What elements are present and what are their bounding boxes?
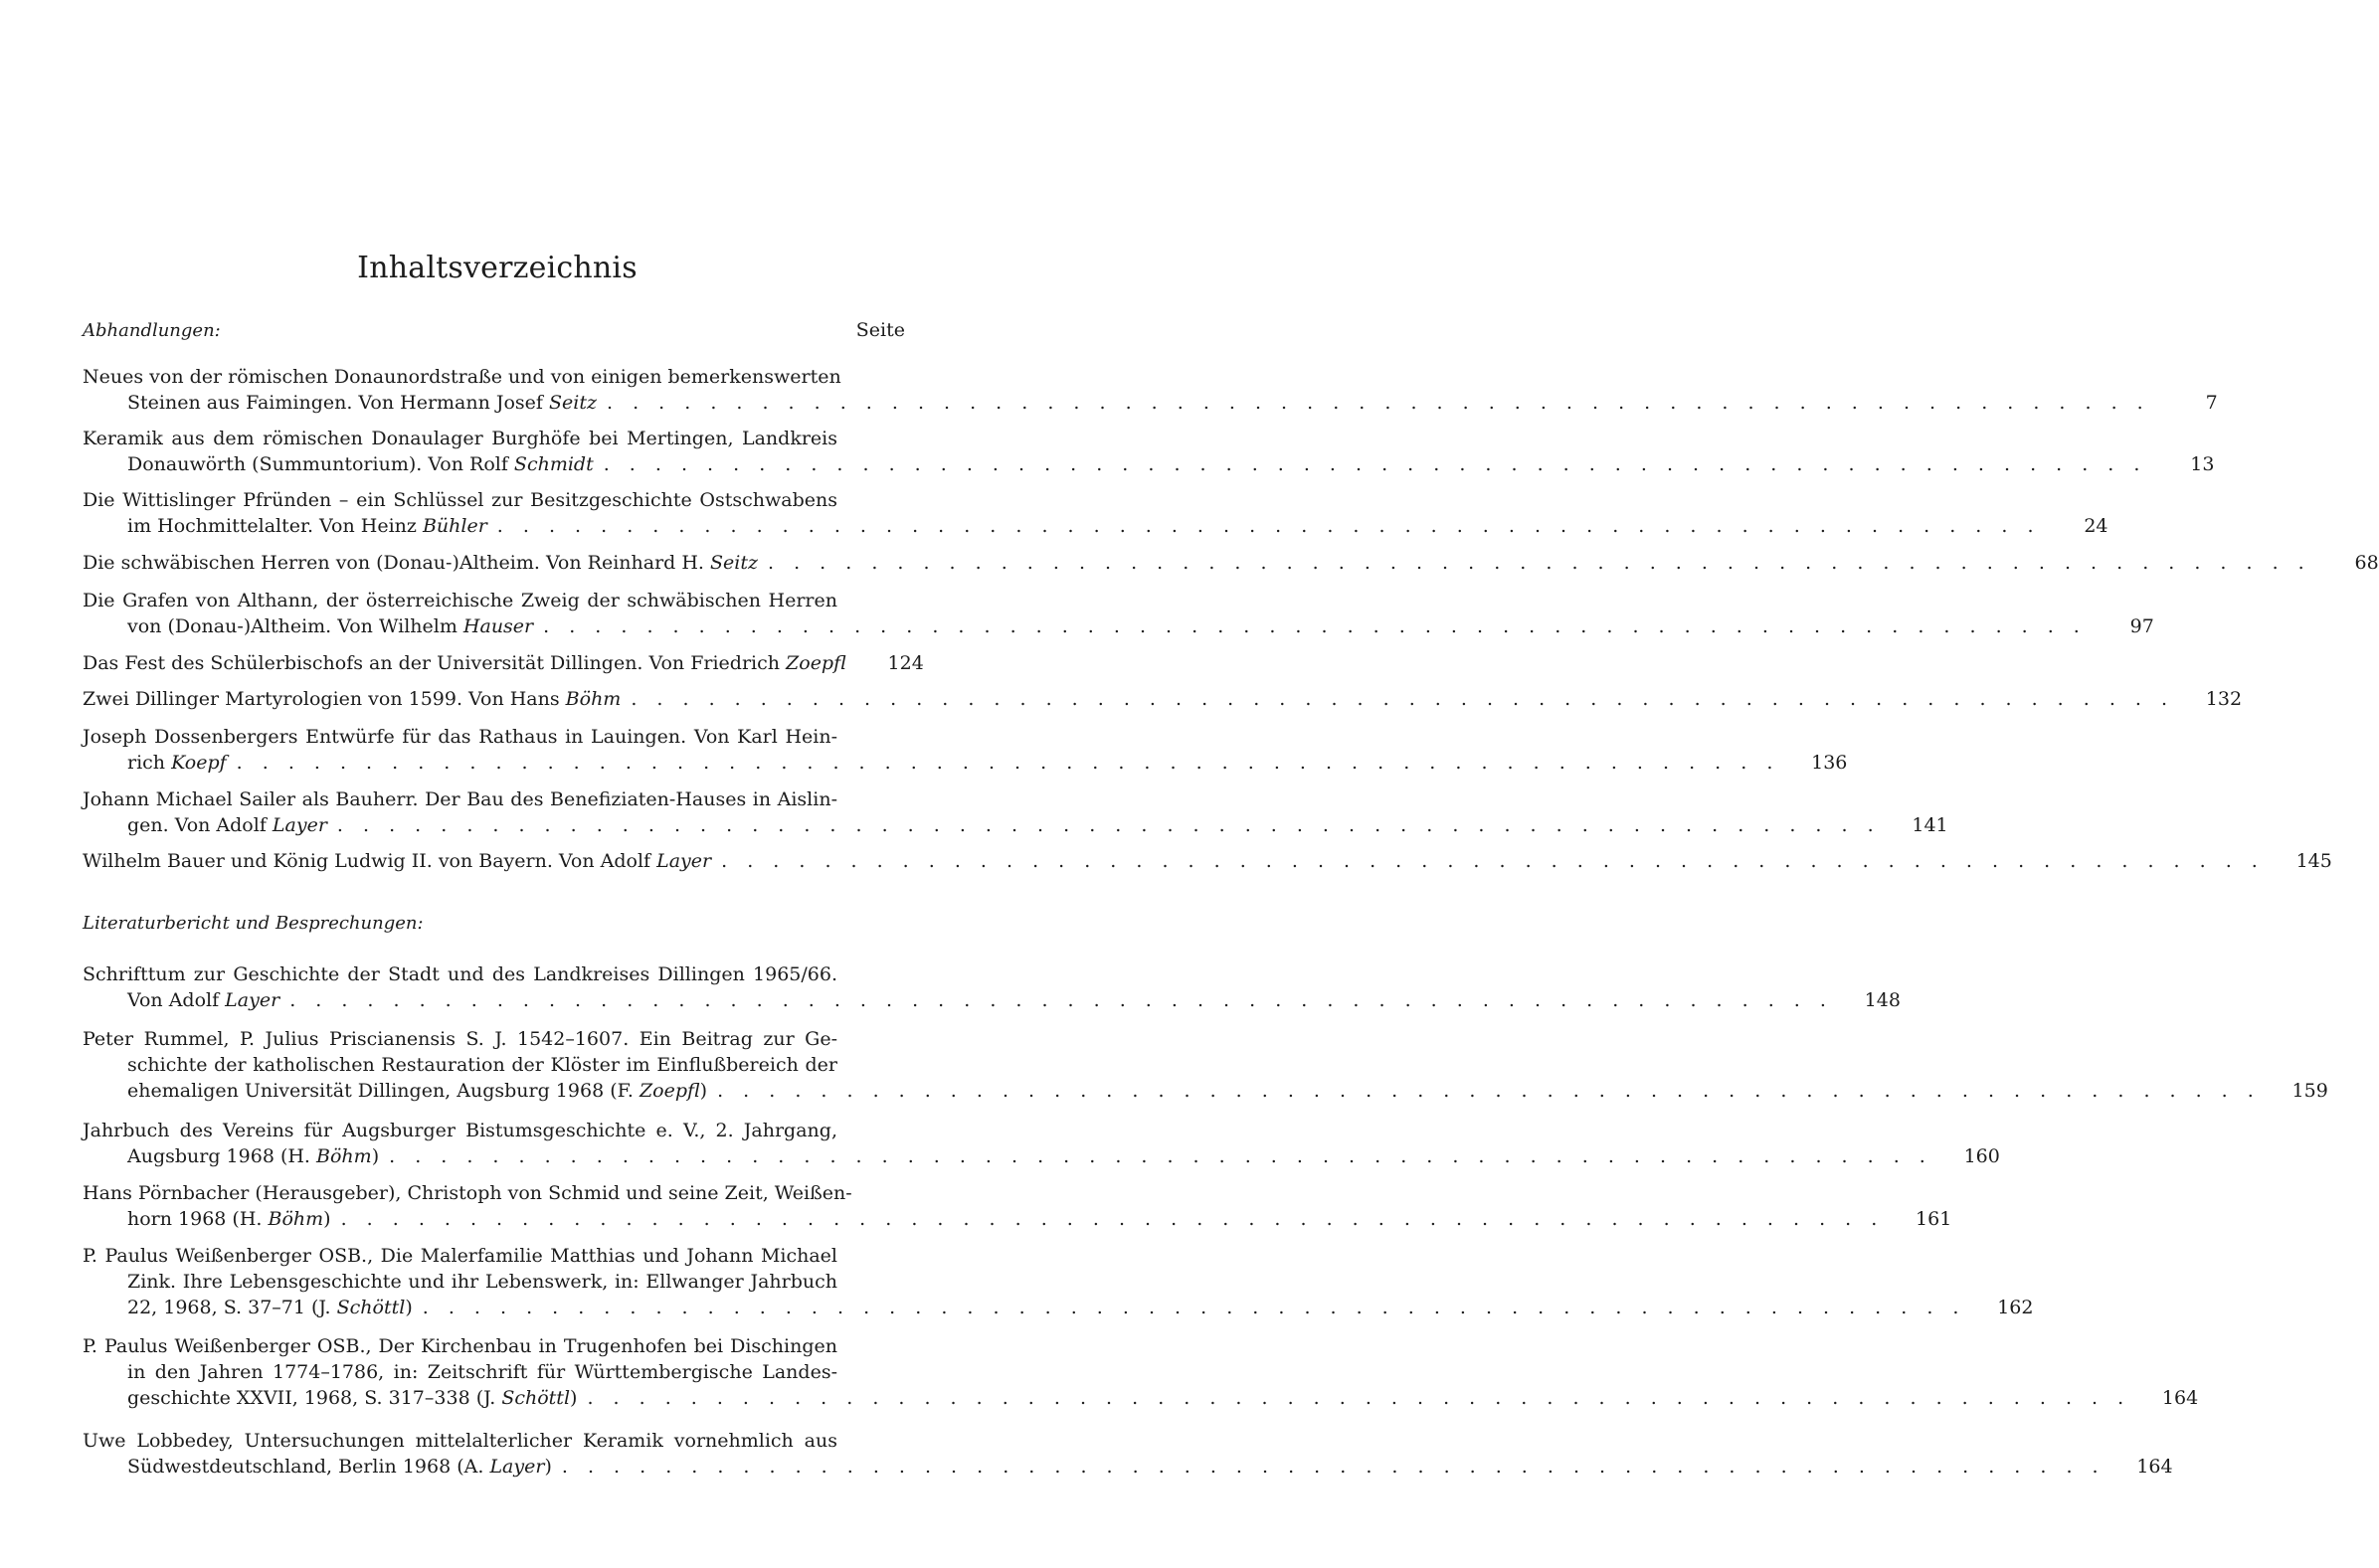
toc-entry[interactable]: P. Paulus Weißenberger OSB., Der Kirchenbau in Trugenhofen bei Dischingen in den Jahren 1774–1786, in: Zeitschrift für Württembergische Landes- geschichte XXVII, 1968, S. 317–338 (J. Schöttl) . . . . . . . . . . . . . . . . . . . . . . . . . . . . . . . . . . . . . . . . . . . . . . . . . . . . . . . . . . . . 164 [83, 1335, 2199, 1409]
toc-entry[interactable]: P. Paulus Weißenberger OSB., Die Malerfamilie Matthias und Johann Michael Zink. Ihre Lebensgeschichte und ihr Lebenswerk, in: Ellwanger Jahrbuch 22, 1968, S. 37–71 (J. Schöttl) . . . . . . . . . . . . . . . . . . . . . . . . . . . . . . . . . . . . . . . . . . . . . . . . . . . . . . . . . . . . 162 [83, 1245, 2034, 1318]
entry-text: im Hochmittelalter. Von Heinz [127, 515, 417, 537]
entry-text: geschichte XXVII, 1968, S. 317–338 (J. [127, 1387, 496, 1409]
entry-author: Layer [225, 989, 280, 1011]
entry-line: schichte der katholischen Restauration der Klöster im Einflußbereich der [127, 1054, 837, 1076]
toc-entry[interactable]: Jahrbuch des Vereins für Augsburger Bistumsgeschichte e. V., 2. Jahrgang, Augsburg 1968 (H. Böhm) . . . . . . . . . . . . . . . . . . . . . . . . . . . . . . . . . . . . . . . . . . . . . . . . . . . . . . . . . . . . 160 [83, 1120, 2000, 1167]
leader-dots: . . . . . . . . . . . . . . . . . . . . . . . . . . . . . . . . . . . . . . . . . . . . . . . . . . . . . . . . . . . . [336, 814, 1881, 836]
page-number: 148 [1864, 989, 1901, 1011]
entry-line: Jahrbuch des Vereins für Augsburger Bistumsgeschichte e. V., 2. Jahrgang, [83, 1120, 837, 1141]
toc-entry[interactable]: Hans Pörnbacher (Herausgeber), Christoph von Schmid und seine Zeit, Weißen- horn 1968 (H. Böhm) . . . . . . . . . . . . . . . . . . . . . . . . . . . . . . . . . . . . . . . . . . . . . . . . . . . . . . . . . . . . 161 [83, 1182, 1952, 1230]
toc-entry[interactable]: Peter Rummel, P. Julius Priscianensis S. J. 1542–1607. Ein Beitrag zur Ge- schichte der katholischen Restauration der Klöster im Einflußbereich der ehemaligen Universität Dillingen, Augsburg 1968 (F. Zoepfl) . . . . . . . . . . . . . . . . . . . . . . . . . . . . . . . . . . . . . . . . . . . . . . . . . . . . . . . . . . . . 159 [83, 1028, 2328, 1102]
leader-dots: . . . . . . . . . . . . . . . . . . . . . . . . . . . . . . . . . . . . . . . . . . . . . . . . . . . . . . . . . . . . [631, 688, 2175, 710]
entry-author: Bühler [422, 515, 487, 537]
page-number: 97 [2129, 615, 2154, 637]
seite-label: Seite [855, 319, 905, 341]
entry-author: Böhm [565, 688, 622, 710]
entry-text: Wilhelm Bauer und König Ludwig II. von Bayern. Von Adolf [83, 850, 651, 872]
page-number: 145 [2295, 850, 2332, 872]
entry-line: Keramik aus dem römischen Donaulager Burghöfe bei Mertingen, Landkreis [83, 428, 837, 449]
entry-line: in den Jahren 1774–1786, in: Zeitschrift für Württembergische Landes- [127, 1361, 837, 1383]
page-number: 124 [887, 652, 924, 674]
entry-line: Die Wittislinger Pfründen – ein Schlüssel zur Besitzgeschichte Ostschwabens [83, 489, 837, 511]
entry-line: Peter Rummel, P. Julius Priscianensis S. J. 1542–1607. Ein Beitrag zur Ge- [83, 1028, 837, 1050]
leader-dots: . . . . . . . . . . . . . . . . . . . . . . . . . . . . . . . . . . . . . . . . . . . . . . . . . . . . . . . . . . . . [607, 392, 2150, 414]
entry-line: Uwe Lobbedey, Untersuchungen mittelalterlicher Keramik vornehmlich aus [83, 1430, 837, 1452]
toc-entry[interactable] [83, 724, 1848, 776]
entry-line: Die Grafen von Althann, der österreichische Zweig der schwäbischen Herren [83, 590, 837, 611]
entry-author: Seitz [710, 552, 758, 574]
entry-author: Seitz [549, 392, 597, 414]
entry-text: Steinen aus Faimingen. Von Hermann Josef [127, 392, 543, 414]
entry-text: horn 1968 (H. [127, 1208, 263, 1230]
page-title: Inhaltsverzeichnis [357, 251, 638, 285]
leader-dots: . . . . . . . . . . . . . . . . . . . . . . . . . . . . . . . . . . . . . . . . . . . . . . . . . . . . . . . . . . . . [389, 1145, 1932, 1167]
entry-text: gen. Von Adolf [127, 814, 267, 836]
page-number: 132 [2205, 688, 2243, 710]
page-number: 68 [2354, 552, 2379, 574]
entry-text: Südwestdeutschland, Berlin 1968 (A. [127, 1456, 484, 1478]
toc-entry[interactable] [83, 848, 2332, 874]
entry-author: Layer [489, 1456, 545, 1478]
leader-dots: . . . . . . . . . . . . . . . . . . . . . . . . . . . . . . . . . . . . . . . . . . . . . . . . . . . . . . . . . . . . [543, 615, 2087, 637]
page-number: 141 [1912, 814, 1948, 836]
entry-text: Die schwäbischen Herren von (Donau-)Altheim. Von Reinhard H. [83, 552, 704, 574]
toc-entry[interactable] [83, 961, 1901, 1013]
entry-author: Koepf [171, 752, 227, 774]
toc-entry[interactable] [83, 426, 2215, 477]
toc-entry[interactable] [83, 364, 2218, 416]
entry-text: von (Donau-)Altheim. Von Wilhelm [127, 615, 458, 637]
leader-dots: . . . . . . . . . . . . . . . . . . . . . . . . . . . . . . . . . . . . . . . . . . . . . . . . . . . . . . . . . . . . [289, 989, 1833, 1011]
leader-dots: . . . . . . . . . . . . . . . . . . . . . . . . . . . . . . . . . . . . . . . . . . . . . . . . . . . . . . . . . . . . [717, 1080, 2261, 1102]
entry-line: Neues von der römischen Donaunordstraße und von einigen bemerkenswerten [83, 366, 841, 388]
toc-entry[interactable] [83, 550, 2379, 576]
entry-line: Hans Pörnbacher (Herausgeber), Christoph von Schmid und seine Zeit, Weißen- [83, 1182, 852, 1204]
entry-author: Layer [656, 850, 712, 872]
entry-line: P. Paulus Weißenberger OSB., Der Kirchenbau in Trugenhofen bei Dischingen [83, 1335, 837, 1357]
entry-line: Zink. Ihre Lebensgeschichte und ihr Lebenswerk, in: Ellwanger Jahrbuch [127, 1271, 837, 1293]
leader-dots: . . . . . . . . . . . . . . . . . . . . . . . . . . . . . . . . . . . . . . . . . . . . . . . . . . . . . . . . . . . . [496, 515, 2041, 537]
entry-line: Joseph Dossenbergers Entwürfe für das Rathaus in Lauingen. Von Karl Hein- [83, 726, 837, 748]
entry-author: Zoepfl [786, 652, 846, 674]
entry-line: P. Paulus Weißenberger OSB., Die Malerfamilie Matthias und Johann Michael [83, 1245, 837, 1267]
entry-line: Schrifttum zur Geschichte der Stadt und des Landkreises Dillingen 1965/66. [83, 963, 837, 985]
entry-text: Von Adolf [127, 989, 220, 1011]
leader-dots: . . . . . . . . . . . . . . . . . . . . . . . . . . . . . . . . . . . . . . . . . . . . . . . . . . . . . . . . . . . . [422, 1297, 1966, 1318]
page-number: 161 [1916, 1208, 1952, 1230]
page-number: 164 [2161, 1387, 2199, 1409]
leader-dots: . . . . . . . . . . . . . . . . . . . . . . . . . . . . . . . . . . . . . . . . . . . . . . . . . . . . . . . . . . . . [603, 453, 2147, 475]
section-heading-literatur: Literaturbericht und Besprechungen: [83, 913, 424, 934]
leader-dots: . . . . . . . . . . . . . . . . . . . . . . . . . . . . . . . . . . . . . . . . . . . . . . . . . . . . . . . . . . . . [721, 850, 2265, 872]
leader-dots: . . . . . . . . . . . . . . . . . . . . . . . . . . . . . . . . . . . . . . . . . . . . . . . . . . . . . . . . . . . . [236, 752, 1780, 774]
page-number: 24 [2084, 515, 2108, 537]
entry-text: Das Fest des Schülerbischofs an der Universität Dillingen. Von Friedrich [83, 652, 780, 674]
entry-author: Schmidt [513, 453, 594, 475]
entry-author: Böhm [316, 1145, 372, 1167]
page-number: 160 [1963, 1145, 2000, 1167]
leader-dots: . . . . . . . . . . . . . . . . . . . . . . . . . . . . . . . . . . . . . . . . . . . . . . . . . . . . . . . . . . . . [561, 1456, 2105, 1478]
entry-line: Johann Michael Sailer als Bauherr. Der Bau des Benefiziaten-Hauses in Aislin- [83, 788, 837, 810]
page-number: 136 [1811, 752, 1848, 774]
entry-text: Zwei Dillinger Martyrologien von 1599. Von Hans [83, 688, 560, 710]
toc-entry[interactable] [83, 686, 2243, 712]
section-heading-abhandlungen: Abhandlungen: [83, 320, 221, 341]
entry-text: rich [127, 752, 166, 774]
entry-author: Hauser [462, 615, 534, 637]
leader-dots: . . . . . . . . . . . . . . . . . . . . . . . . . . . . . . . . . . . . . . . . . . . . . . . . . . . . . . . . . . . . [768, 552, 2311, 574]
entry-author: Schöttl [501, 1387, 571, 1409]
entry-author: Layer [272, 814, 327, 836]
page-number: 13 [2190, 453, 2215, 475]
entry-author: Böhm [268, 1208, 324, 1230]
entry-text: Donauwörth (Summuntorium). Von Rolf [127, 453, 508, 475]
toc-entry[interactable]: Uwe Lobbedey, Untersuchungen mittelalterlicher Keramik vornehmlich aus Südwestdeutschland, Berlin 1968 (A. Layer) . . . . . . . . . . . . . . . . . . . . . . . . . . . . . . . . . . . . . . . . . . . . . . . . . . . . . . . . . . . . 164 [83, 1430, 2173, 1478]
leader-dots: . . . . . . . . . . . . . . . . . . . . . . . . . . . . . . . . . . . . . . . . . . . . . . . . . . . . . . . . . . . . [340, 1208, 1885, 1230]
toc-entry[interactable] [83, 650, 924, 676]
toc-entry[interactable] [83, 588, 2154, 639]
entry-author: Schöttl [336, 1297, 406, 1318]
entry-text: ehemaligen Universität Dillingen, Augsburg 1968 (F. [127, 1080, 634, 1102]
page-number: 162 [1997, 1297, 2034, 1318]
toc-entry[interactable] [83, 786, 1948, 838]
entry-author: Zoepfl [639, 1080, 700, 1102]
page-number: 164 [2136, 1456, 2173, 1478]
entry-text: 22, 1968, S. 37–71 (J. [127, 1297, 331, 1318]
page-number: 7 [2205, 392, 2218, 414]
toc-entry[interactable] [83, 487, 2108, 539]
page-number: 159 [2291, 1080, 2328, 1102]
leader-dots: . . . . . . . . . . . . . . . . . . . . . . . . . . . . . . . . . . . . . . . . . . . . . . . . . . . . . . . . . . . . [587, 1387, 2131, 1409]
entry-text: Augsburg 1968 (H. [127, 1145, 310, 1167]
